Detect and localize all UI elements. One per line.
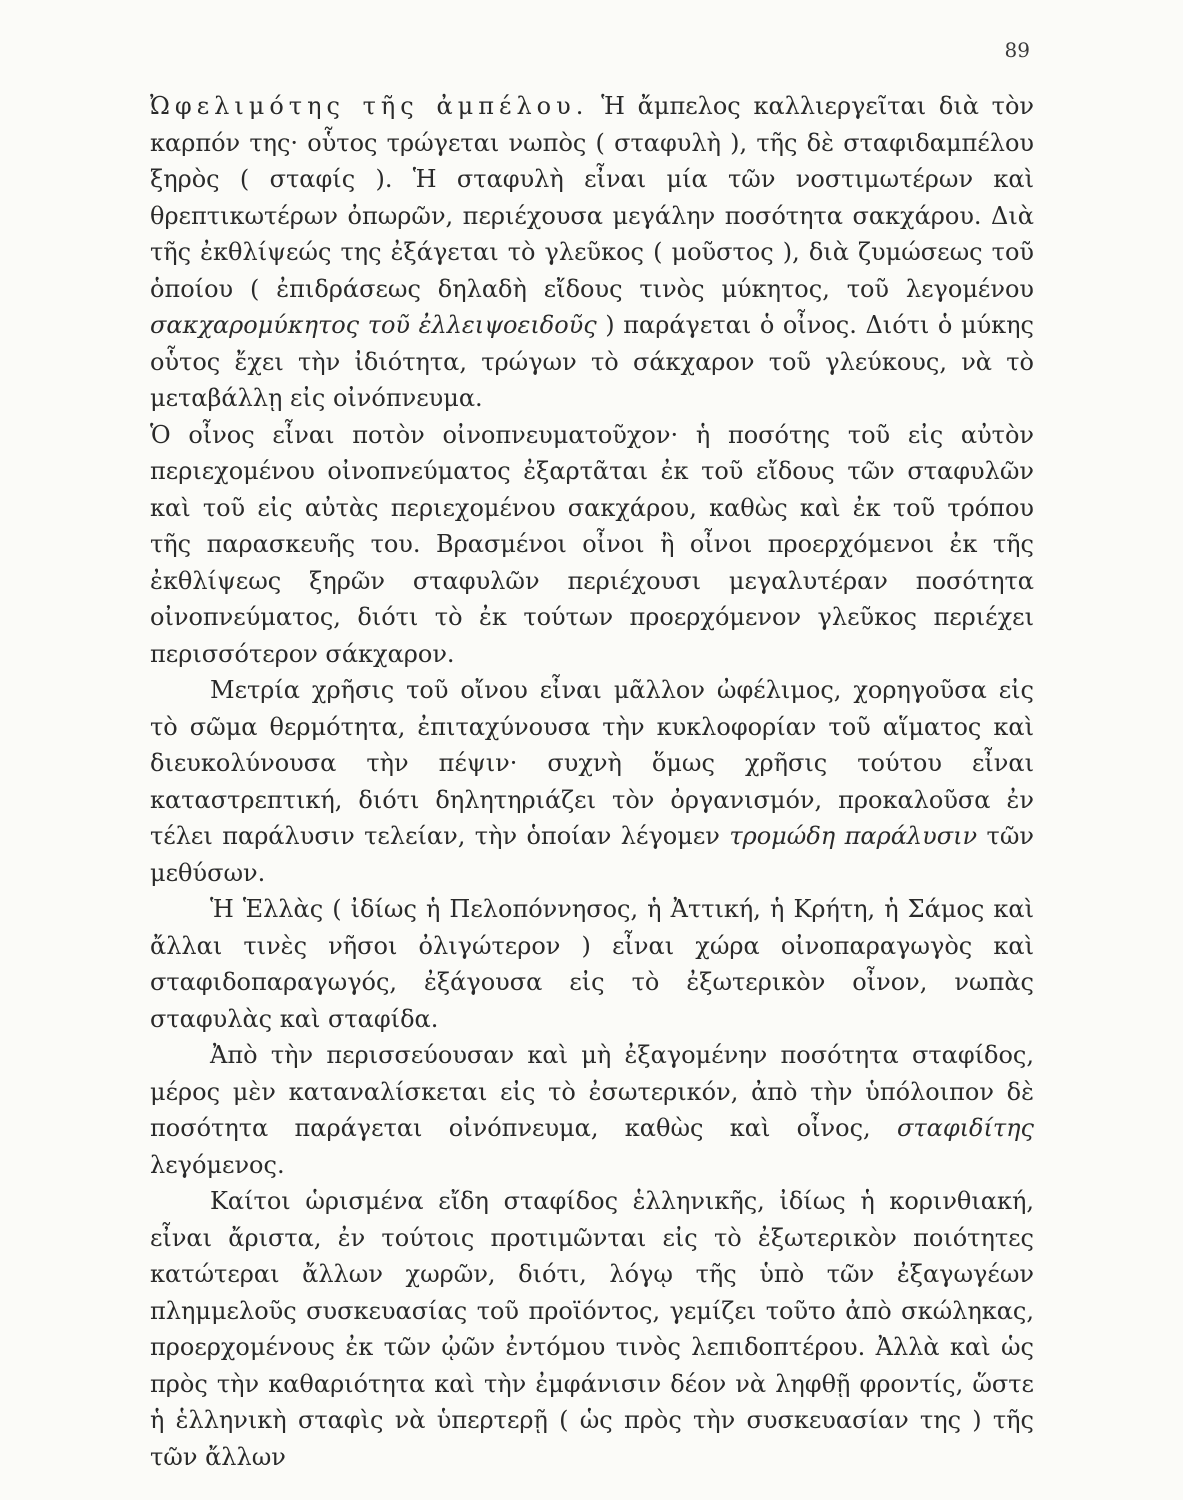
paragraph-text: Ἡ ἄμπελος καλλιεργεῖται διὰ τὸν καρπόν της· οὗτος τρώγεται νωπὸς ( σταφυλὴ ), τῆς δὲ σταφιδαμπέλου ξηρὸς ( σταφίς ). Ἡ σταφυλὴ εἶναι μία τῶν νοστιμωτέρων καὶ θρεπτικωτέρων ὀπωρῶν, περιέχουσα μεγάλην ποσότητα σακχάρου. Διὰ τῆς ἐκθλίψεώς της ἐξάγεται τὸ γλεῦκος ( μοῦστος ), διὰ ζυμώσεως τοῦ ὁποίου ( ἐπιδράσεως δηλαδὴ εἴδους τινὸς μύκητος, τοῦ λεγομένου (150, 92, 1034, 303)
paragraph-text: λεγόμενος. (150, 1150, 285, 1179)
paragraph-vine-usefulness (150, 88, 1034, 417)
paragraph-text: Καίτοι ὡρισμένα εἴδη σταφίδος ἑλληνικῆς, ἰδίως ἡ κορινθιακή, εἶναι ἄριστα, ἐν τούτοις προτιμῶνται εἰς τὸ ἐξωτερικὸν ποιότητες κατώτεραι ἄλλων χωρῶν, διότι, λόγῳ τῆς ὑπὸ τῶν ἐξαγωγέων πλημμελοῦς συσκευασίας τοῦ προϊόντος, γεμίζει τοῦτο ἀπὸ σκώληκας, προερχομένους ἐκ τῶν ᾠῶν ἐντόμου τινὸς λεπιδοπτέρου. Ἀλλὰ καὶ ὡς πρὸς τὴν καθαριότητα καὶ τὴν ἐμφάνισιν δέον νὰ ληφθῇ φροντίς, ὥστε ἡ ἑλληνικὴ σταφὶς νὰ ὑπερτερῇ ( ὡς πρὸς τὴν συσκευασίαν της ) τῆς τῶν ἄλλων (150, 1187, 1034, 1471)
paragraph-wine-consumption (150, 672, 1034, 891)
italic-term: τρομώδη παράλυσιν (729, 822, 978, 850)
paragraph-greece-production (150, 891, 1034, 1037)
italic-term: σακχαρομύκητος τοῦ ἐλλειψοειδοῦς (150, 311, 597, 339)
paragraph-text: τῶν μεθύσων. (150, 822, 1034, 887)
body-text (150, 88, 1034, 1475)
paragraph-text: Ὁ οἶνος εἶναι ποτὸν οἰνοπνευματοῦχον· ἡ ποσότης τοῦ εἰς αὐτὸν περιεχομένου οἰνοπνεύματος ἐξαρτᾶται ἐκ τοῦ εἴδους τῶν σταφυλῶν καὶ τοῦ εἰς αὐτὰς περιεχομένου σακχάρου, καθὼς καὶ ἐκ τοῦ τρόπου τῆς παρασκευῆς του. Βρασμένοι οἶνοι ἢ οἶνοι προερχόμενοι ἐκ τῆς ἐκθλίψεως ξηρῶν σταφυλῶν περιέχουσι μεγαλυτέραν ποσότητα οἰνοπνεύματος, διότι τὸ ἐκ τούτων προερχόμενον γλεῦκος περιέχει περισσότερον σάκχαρον. (150, 420, 1034, 668)
page-number: 89 (1004, 38, 1030, 62)
paragraph-text: Ἀπὸ τὴν περισσεύουσαν καὶ μὴ ἐξαγομένην ποσότητα σταφίδος, μέρος μὲν καταναλίσκεται εἰς τὸ ἐσωτερικόν, ἀπὸ τὴν ὑπόλοιπον δὲ ποσότητα παράγεται οἰνόπνευμα, καθὼς καὶ οἶνος, (150, 1041, 1034, 1142)
paragraph-raisin-surplus (150, 1037, 1034, 1183)
paragraph-text: Ἡ Ἑλλὰς ( ἰδίως ἡ Πελοπόννησος, ἡ Ἀττική, ἡ Κρήτη, ἡ Σάμος καὶ ἄλλαι τινὲς νῆσοι ὀλιγώτερον ) εἶναι χώρα οἰνοπαραγωγὸς καὶ σταφιδοπαραγωγός, ἐξάγουσα εἰς τὸ ἐξωτερικὸν οἶνον, νωπὰς σταφυλὰς καὶ σταφίδα. (150, 895, 1034, 1033)
paragraph-raisin-quality (150, 1183, 1034, 1475)
italic-term: σταφιδίτης (896, 1114, 1034, 1142)
section-heading: Ὠφελιμότης τῆς ἀμπέλου. (150, 92, 589, 120)
paragraph-text: ) παράγεται ὁ οἶνος. Διότι ὁ μύκης οὗτος ἔχει τὴν ἰδιότητα, τρώγων τὸ σάκχαρον τοῦ γλεύκους, νὰ τὸ μεταβάλλῃ εἰς οἰνόπνευμα. (150, 311, 1034, 412)
paragraph-text: Μετρία χρῆσις τοῦ οἴνου εἶναι μᾶλλον ὠφέλιμος, χορηγοῦσα εἰς τὸ σῶμα θερμότητα, ἐπιταχύνουσα τὴν κυκλοφορίαν τοῦ αἵματος καὶ διευκολύνουσα τὴν πέψιν· συχνὴ ὅμως χρῆσις τούτου εἶναι καταστρεπτική, διότι δηλητηριάζει τὸν ὀργανισμόν, προκαλοῦσα ἐν τέλει παράλυσιν τελείαν, τὴν ὁποίαν λέγομεν (150, 676, 1034, 850)
paragraph-wine-alcohol (150, 417, 1034, 673)
